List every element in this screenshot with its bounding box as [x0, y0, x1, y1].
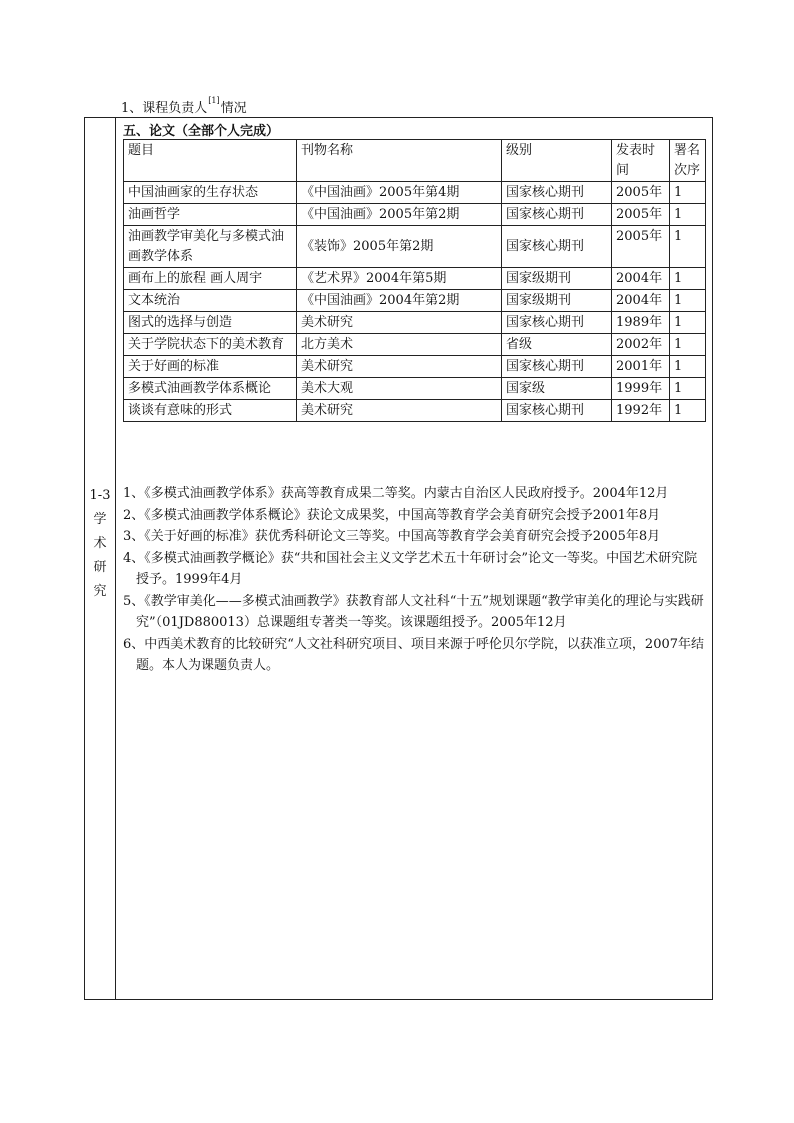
cell-journal: 美术研究 [297, 400, 502, 422]
cell-title: 画布上的旅程 画人周宇 [124, 268, 297, 290]
heading-prefix: 1、课程负责人 [121, 101, 208, 116]
side-label-char: 术 [93, 536, 107, 551]
cell-level: 国家核心期刊 [502, 226, 612, 268]
cell-level: 国家核心期刊 [502, 400, 612, 422]
cell-level: 国家级 [502, 378, 612, 400]
award-item: 1、《多模式油画教学体系》获高等教育成果二等奖。内蒙古自治区人民政府授予。2004年12月 [123, 486, 669, 501]
cell-date: 1989年 [612, 312, 670, 334]
cell-title: 关于好画的标准 [124, 356, 297, 378]
cell-title: 图式的选择与创造 [124, 312, 297, 334]
cell-order: 1 [670, 400, 706, 422]
cell-journal: 《中国油画》2005年第4期 [297, 182, 502, 204]
table-row [124, 378, 706, 400]
cell-date: 2004年 [612, 290, 670, 312]
course-leader-heading [121, 97, 247, 116]
table-row [124, 268, 706, 290]
cell-date: 2005年 [612, 182, 670, 204]
table-row [124, 204, 706, 226]
cell-level: 国家核心期刊 [502, 356, 612, 378]
header-journal: 刊物名称 [297, 140, 502, 182]
papers-table [123, 139, 706, 422]
cell-level: 国家级期刊 [502, 290, 612, 312]
cell-title: 文本统治 [124, 290, 297, 312]
side-label-char: 研 [93, 560, 107, 575]
cell-journal: 《艺术界》2004年第5期 [297, 268, 502, 290]
table-row [124, 182, 706, 204]
cell-journal: 《装饰》2005年第2期 [297, 226, 502, 268]
cell-level: 省级 [502, 334, 612, 356]
side-label-number: 1-3 [89, 488, 111, 503]
side-label-column [85, 118, 116, 999]
cell-level: 国家级期刊 [502, 268, 612, 290]
side-label-char: 学 [93, 512, 107, 527]
cell-order: 1 [670, 290, 706, 312]
table-row [124, 290, 706, 312]
heading-suffix: 情况 [220, 101, 247, 116]
cell-date: 2004年 [612, 268, 670, 290]
header-author-order: 署名次序 [670, 140, 706, 182]
cell-title: 中国油画家的生存状态 [124, 182, 297, 204]
cell-journal: 美术研究 [297, 312, 502, 334]
cell-date: 1992年 [612, 400, 670, 422]
award-item: 5、《教学审美化——多模式油画教学》获教育部人文社科“十五”规划课题“教学审美化的理论与实践研究”（01JD880013）总课题组专著类一等奖。该课题组授予。2005年12月 [123, 593, 704, 630]
award-item: 6、中西美术教育的比较研究“人文社科研究项目、项目来源于呼伦贝尔学院，以获准立项，2007年结题。本人为课题负责人。 [123, 636, 705, 673]
cell-title: 谈谈有意味的形式 [124, 400, 297, 422]
table-row [124, 356, 706, 378]
cell-level: 国家核心期刊 [502, 312, 612, 334]
header-level: 级别 [502, 140, 612, 182]
header-title: 题目 [124, 140, 297, 182]
table-row [124, 400, 706, 422]
section-title: 五、论文（全部个人完成） [123, 124, 280, 139]
cell-level: 国家核心期刊 [502, 182, 612, 204]
cell-date: 2001年 [612, 356, 670, 378]
cell-order: 1 [670, 312, 706, 334]
cell-order: 1 [670, 378, 706, 400]
cell-journal: 《中国油画》2005年第2期 [297, 204, 502, 226]
cell-date: 2005年 [612, 204, 670, 226]
cell-title: 多模式油画教学体系概论 [124, 378, 297, 400]
header-publish-date: 发表时间 [612, 140, 670, 182]
cell-journal: 北方美术 [297, 334, 502, 356]
cell-title: 油画哲学 [124, 204, 297, 226]
cell-date: 1999年 [612, 378, 670, 400]
award-item: 4、《多模式油画教学概论》获“共和国社会主义文学艺术五十年研讨会”论文一等奖。中国艺术研究院授予。1999年4月 [123, 550, 698, 587]
cell-journal: 美术大观 [297, 378, 502, 400]
cell-date: 2002年 [612, 334, 670, 356]
cell-order: 1 [670, 182, 706, 204]
cell-level: 国家核心期刊 [502, 204, 612, 226]
award-item: 3、《关于好画的标准》获优秀科研论文三等奖。中国高等教育学会美育研究会授予2005年8月 [123, 529, 661, 544]
cell-order: 1 [670, 226, 706, 268]
awards-list [123, 483, 709, 677]
cell-order: 1 [670, 268, 706, 290]
footnote-marker: [1] [208, 96, 220, 105]
side-label [85, 484, 115, 604]
award-item: 2、《多模式油画教学体系概论》获论文成果奖，中国高等教育学会美育研究会授予2001年8月 [123, 507, 661, 523]
cell-order: 1 [670, 204, 706, 226]
table-row [124, 226, 706, 268]
table-row [124, 334, 706, 356]
cell-order: 1 [670, 356, 706, 378]
cell-date: 2005年 [612, 226, 670, 268]
side-label-char: 究 [93, 584, 107, 599]
cell-order: 1 [670, 334, 706, 356]
table-row [124, 312, 706, 334]
cell-journal: 美术研究 [297, 356, 502, 378]
cell-title: 油画教学审美化与多模式油画教学体系 [124, 226, 297, 268]
table-header-row [124, 140, 706, 182]
cell-journal: 《中国油画》2004年第2期 [297, 290, 502, 312]
cell-title: 关于学院状态下的美术教育 [124, 334, 297, 356]
form-table [84, 117, 713, 1000]
